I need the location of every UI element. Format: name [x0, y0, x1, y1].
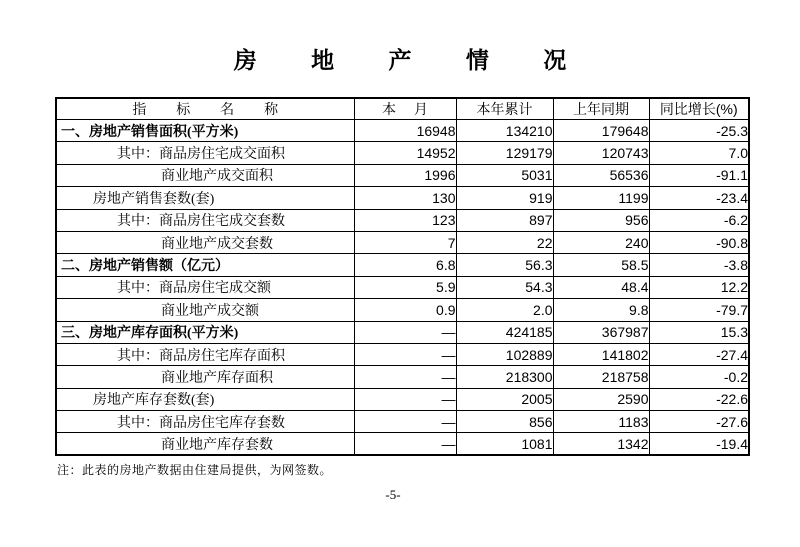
table-row	[56, 209, 749, 231]
value-cell-month: —	[354, 343, 456, 365]
indicator-name-cell: 其中：商品房住宅成交面积	[56, 142, 354, 164]
value-cell-ytd: 919	[456, 187, 553, 209]
column-header-indicator: 指 标 名 称	[56, 98, 354, 120]
value-cell-ytd: 22	[456, 231, 553, 253]
table-row	[56, 231, 749, 253]
indicator-name-cell: 房地产销售套数(套)	[56, 187, 354, 209]
table-row	[56, 276, 749, 298]
indicator-name-cell: 商业地产成交面积	[56, 164, 354, 186]
value-cell-yoy: -79.7	[649, 299, 749, 321]
indicator-name-cell: 房地产库存套数(套)	[56, 388, 354, 410]
value-cell-ytd: 856	[456, 411, 553, 433]
value-cell-month: 16948	[354, 120, 456, 142]
value-cell-prev_year: 240	[553, 231, 649, 253]
value-cell-prev_year: 2590	[553, 388, 649, 410]
value-cell-yoy: -27.6	[649, 411, 749, 433]
value-cell-month: 6.8	[354, 254, 456, 276]
value-cell-prev_year: 141802	[553, 343, 649, 365]
value-cell-prev_year: 1199	[553, 187, 649, 209]
value-cell-prev_year: 1183	[553, 411, 649, 433]
value-cell-yoy: -0.2	[649, 366, 749, 388]
table-row	[56, 187, 749, 209]
value-cell-month: —	[354, 411, 456, 433]
value-cell-month: —	[354, 366, 456, 388]
indicator-name-cell: 三、房地产库存面积(平方米)	[56, 321, 354, 343]
indicator-name-cell: 二、房地产销售额（亿元）	[56, 254, 354, 276]
value-cell-prev_year: 218758	[553, 366, 649, 388]
value-cell-yoy: 7.0	[649, 142, 749, 164]
value-cell-prev_year: 367987	[553, 321, 649, 343]
value-cell-month: 1996	[354, 164, 456, 186]
value-cell-month: —	[354, 433, 456, 455]
page-title: 房 地 产 情 况	[233, 47, 591, 73]
table-row	[56, 343, 749, 365]
value-cell-yoy: -3.8	[649, 254, 749, 276]
indicator-name-cell: 商业地产库存套数	[56, 433, 354, 455]
value-cell-ytd: 1081	[456, 433, 553, 455]
indicator-name-cell: 商业地产成交额	[56, 299, 354, 321]
indicator-name-cell: 商业地产成交套数	[56, 231, 354, 253]
value-cell-yoy: -91.1	[649, 164, 749, 186]
value-cell-ytd: 218300	[456, 366, 553, 388]
column-header-ytd: 本年累计	[456, 98, 553, 120]
table-row	[56, 299, 749, 321]
value-cell-ytd: 5031	[456, 164, 553, 186]
value-cell-prev_year: 9.8	[553, 299, 649, 321]
indicator-name-cell: 其中：商品房住宅库存套数	[56, 411, 354, 433]
value-cell-prev_year: 58.5	[553, 254, 649, 276]
value-cell-ytd: 134210	[456, 120, 553, 142]
value-cell-ytd: 129179	[456, 142, 553, 164]
indicator-name-cell: 其中：商品房住宅成交额	[56, 276, 354, 298]
table-row	[56, 321, 749, 343]
value-cell-month: 7	[354, 231, 456, 253]
table-row	[56, 254, 749, 276]
table-header-row	[56, 98, 749, 120]
value-cell-ytd: 102889	[456, 343, 553, 365]
column-header-yoy: 同比增长(%)	[649, 98, 749, 120]
value-cell-ytd: 897	[456, 209, 553, 231]
value-cell-prev_year: 1342	[553, 433, 649, 455]
value-cell-month: 5.9	[354, 276, 456, 298]
table-row	[56, 411, 749, 433]
indicator-name-cell: 一、房地产销售面积(平方米)	[56, 120, 354, 142]
value-cell-yoy: 15.3	[649, 321, 749, 343]
table-row	[56, 120, 749, 142]
value-cell-yoy: 12.2	[649, 276, 749, 298]
value-cell-month: 130	[354, 187, 456, 209]
value-cell-month: —	[354, 388, 456, 410]
value-cell-month: 14952	[354, 142, 456, 164]
value-cell-prev_year: 120743	[553, 142, 649, 164]
value-cell-month: 123	[354, 209, 456, 231]
column-header-prev-year: 上年同期	[553, 98, 649, 120]
indicator-name-cell: 其中：商品房住宅成交套数	[56, 209, 354, 231]
value-cell-yoy: -19.4	[649, 433, 749, 455]
value-cell-ytd: 424185	[456, 321, 553, 343]
indicator-name-cell: 其中：商品房住宅库存面积	[56, 343, 354, 365]
table-row	[56, 366, 749, 388]
column-header-month: 本 月	[354, 98, 456, 120]
table-body	[56, 120, 749, 456]
value-cell-prev_year: 956	[553, 209, 649, 231]
value-cell-yoy: -25.3	[649, 120, 749, 142]
footnote: 注：此表的房地产数据由住建局提供，为网签数。	[57, 463, 333, 477]
page-number: -5-	[385, 487, 401, 502]
real-estate-table	[55, 97, 750, 456]
value-cell-ytd: 56.3	[456, 254, 553, 276]
table-row	[56, 433, 749, 455]
table-row	[56, 388, 749, 410]
value-cell-ytd: 2.0	[456, 299, 553, 321]
value-cell-yoy: -23.4	[649, 187, 749, 209]
value-cell-ytd: 2005	[456, 388, 553, 410]
value-cell-yoy: -6.2	[649, 209, 749, 231]
indicator-name-cell: 商业地产库存面积	[56, 366, 354, 388]
value-cell-yoy: -27.4	[649, 343, 749, 365]
value-cell-yoy: -22.6	[649, 388, 749, 410]
value-cell-yoy: -90.8	[649, 231, 749, 253]
value-cell-month: —	[354, 321, 456, 343]
table-row	[56, 142, 749, 164]
value-cell-prev_year: 179648	[553, 120, 649, 142]
value-cell-prev_year: 56536	[553, 164, 649, 186]
table-row	[56, 164, 749, 186]
value-cell-ytd: 54.3	[456, 276, 553, 298]
value-cell-prev_year: 48.4	[553, 276, 649, 298]
value-cell-month: 0.9	[354, 299, 456, 321]
